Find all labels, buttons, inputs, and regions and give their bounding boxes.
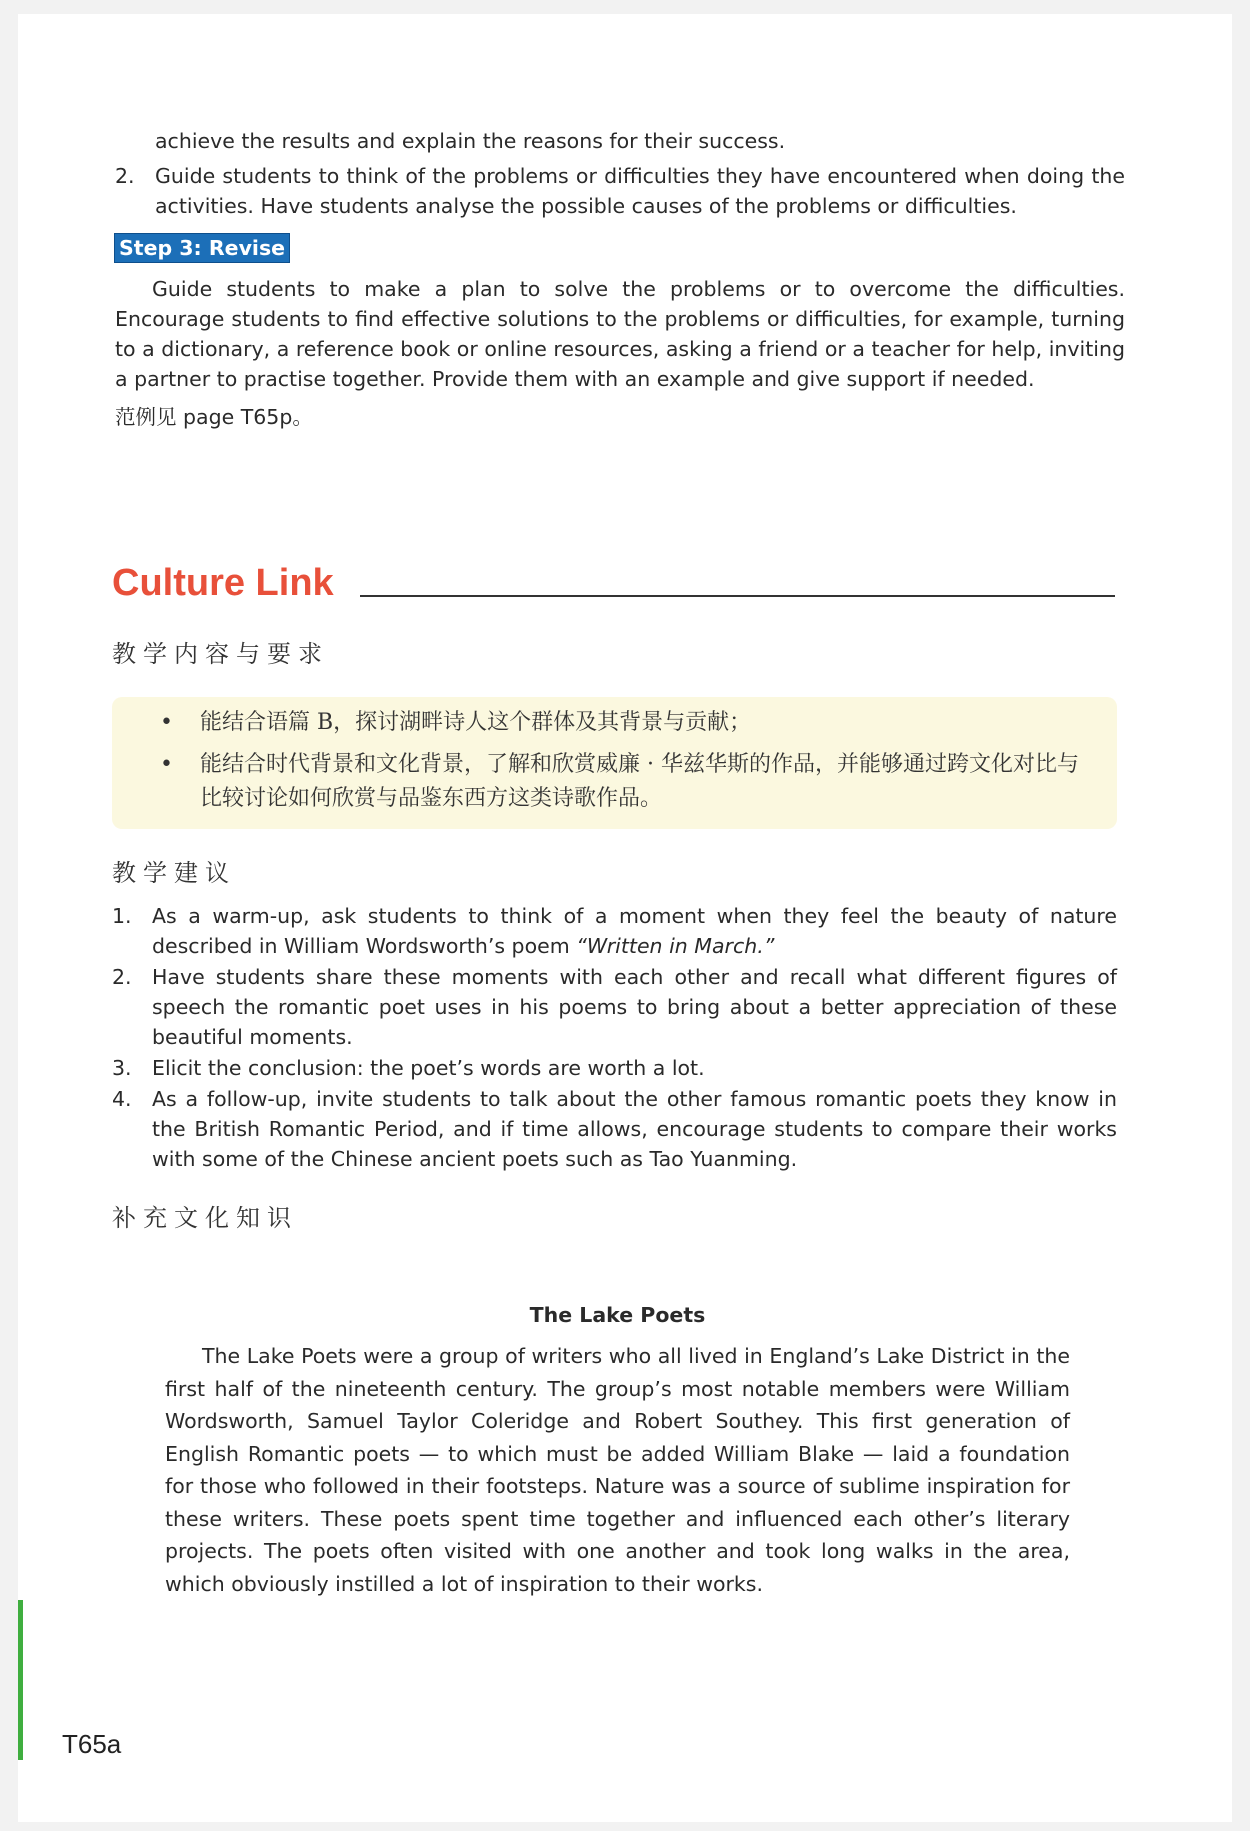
requirement-text: 能结合语篇 B，探讨湖畔诗人这个群体及其背景与贡献； — [200, 710, 752, 735]
lake-poets-title: The Lake Poets — [529, 1303, 706, 1327]
suggestion-text: Have students share these moments with each other and recall what different figures of speech the romantic poet uses in his poems to bring about a better appreciation of these beautiful moments. — [152, 965, 1117, 1049]
step-badge: Step 3: Revise — [114, 233, 290, 263]
step3-paragraph: Guide students to make a plan to solve the problems or to overcome the difficulties. Encourage students to find effective solutions to the problems or difficulties, for example, turning to a dictionary, a reference book or online resources, asking a friend or a teacher for help, inviting a partner to practise together. Provide them with an example and give support if needed. — [115, 277, 1125, 391]
suggestion-text: As a warm-up, ask students to think of a moment when they feel the beauty of nature described in William Wordsworth’s poem — [152, 904, 1117, 958]
knowledge-heading: 补充文化知识 — [112, 1204, 298, 1232]
lake-poets-paragraph: The Lake Poets were a group of writers who all lived in England’s Lake District in the first half of the nineteenth century. The group’s most notable members were William Wordsworth, Samuel Taylor Coleridge and Robert Southey. This first generation of English Romantic poets — to which must be added William Blake — laid a foundation for those who followed in their footsteps. Nature was a source of sublime inspiration for these writers. These poets spent time together and influenced each other’s literary projects. The poets often visited with one another and took long walks in the area, which obviously instilled a lot of inspiration to their works. — [165, 1344, 1070, 1596]
suggestion-text: Elicit the conclusion: the poet’s words are worth a lot. — [152, 1056, 705, 1080]
suggestion-item — [112, 901, 1117, 961]
poem-title: “Written in March.” — [576, 934, 775, 958]
requirement-item — [160, 706, 1095, 740]
suggestion-item — [112, 962, 1117, 1052]
section-title: Culture Link — [112, 562, 334, 604]
list-number: 2. — [115, 164, 135, 188]
requirement-text: 能结合时代背景和文化背景，了解和欣赏威廉 · 华兹华斯的作品，并能够通过跨文化对比与比较讨论如何欣赏与品鉴东西方这类诗歌作品。 — [200, 752, 1079, 811]
suggestions-heading: 教学建议 — [112, 859, 236, 887]
requirement-item — [160, 748, 1095, 816]
section-rule — [360, 595, 1115, 597]
list-number: 1. — [112, 904, 132, 928]
page-number: T65a — [62, 1729, 122, 1759]
list-number: 3. — [112, 1056, 132, 1080]
list-number: 4. — [112, 1087, 132, 1111]
continued-text: achieve the results and explain the reasons for their success. — [155, 129, 786, 153]
list-item — [115, 161, 1125, 221]
suggestion-item — [112, 1084, 1117, 1174]
suggestion-text: As a follow-up, invite students to talk about the other famous romantic poets they know in the British Romantic Period, and if time allows, encourage students to compare their works with some of the Chinese ancient poets such as Tao Yuanming. — [152, 1087, 1117, 1171]
margin-accent-bar — [18, 1600, 23, 1760]
list-text: Guide students to think of the problems or difficulties they have encountered when doing the activities. Have students analyse the possible causes of the problems or difficulties. — [155, 164, 1125, 218]
list-number: 2. — [112, 965, 132, 989]
bullet-icon: • — [160, 752, 173, 777]
example-reference: 范例见 page T65p。 — [115, 405, 313, 429]
bullet-icon: • — [160, 710, 173, 735]
suggestion-item — [112, 1053, 1117, 1083]
requirements-heading: 教学内容与要求 — [112, 640, 329, 668]
